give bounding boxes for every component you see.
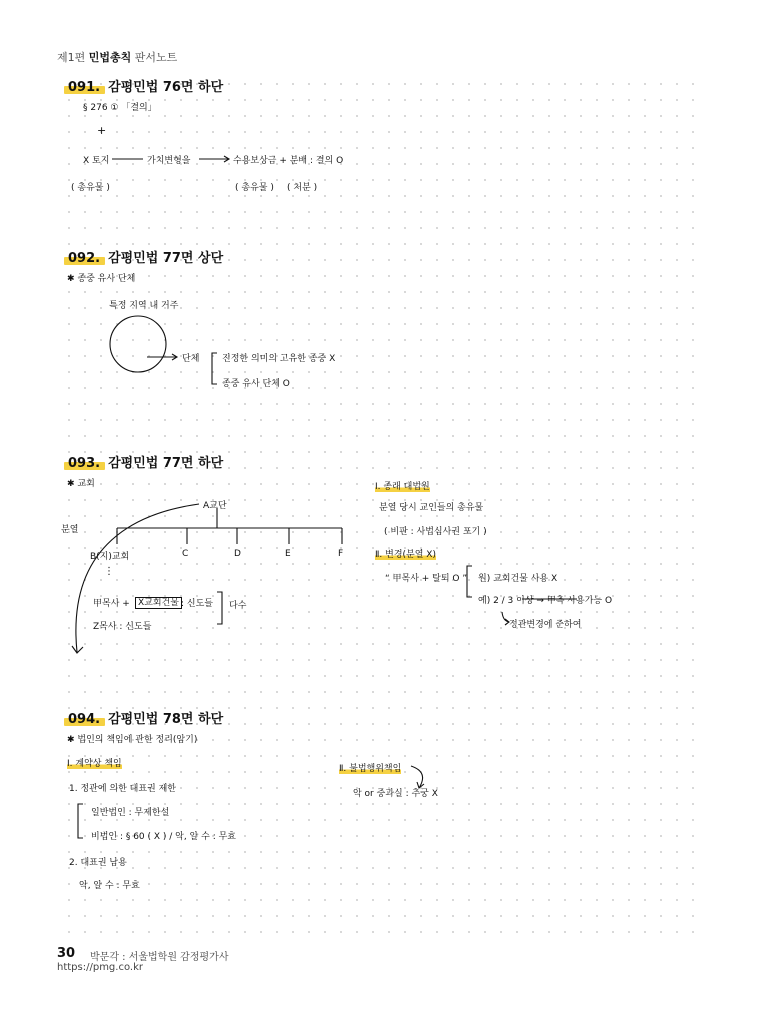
coownership-note-2: ( 총유물 ) — [235, 183, 274, 193]
section-091 — [57, 76, 707, 226]
non-corp: 비법인 : § 60 ( X ) / 악, 알 수 : 무효 — [91, 832, 236, 842]
header-part: 제1편 — [57, 51, 86, 64]
church-f: F — [338, 549, 344, 559]
section-title: 감평민법 77면 하단 — [108, 456, 224, 471]
x-land: X 토지 — [83, 156, 110, 166]
church-building-box: X교회건물 — [135, 597, 182, 609]
church-e: E — [285, 549, 291, 559]
rule-two-basis: 정관변경에 준하여 — [509, 620, 582, 630]
contract-liability: Ⅰ. 계약상 책임 — [67, 759, 122, 769]
section-number: 091. — [68, 80, 101, 95]
plus-sign: + — [97, 124, 107, 137]
disposal-note: ( 처분 ) — [287, 183, 318, 193]
church-d: D — [234, 549, 241, 559]
section-number: 093. — [68, 456, 101, 471]
section-topic: ✱ 법인의 책임에 관한 정리(암기) — [67, 735, 198, 745]
coownership-note: ( 총유물 ) — [71, 183, 110, 193]
section-093 — [57, 452, 707, 692]
section-number: 094. — [68, 712, 101, 727]
diagram-092 — [57, 247, 707, 417]
church-b: B(지)교회 — [90, 552, 130, 562]
general-corp: 일반법인 : 무제한설 — [91, 808, 170, 818]
church-c: C — [182, 549, 189, 559]
page-number: 30 — [57, 946, 76, 961]
header-kind: 판서노트 — [134, 51, 178, 64]
section-title: 감평민법 76면 하단 — [108, 80, 224, 95]
publisher-url: https://pmg.co.kr — [57, 962, 143, 973]
arrows-091 — [57, 76, 707, 226]
rule-two-principle: 원) 교회건물 사용 X — [478, 574, 558, 584]
section-092 — [57, 247, 707, 417]
branch-one: 진정한 의미의 고유한 종중 X — [222, 354, 336, 364]
abuse-result: 악, 알 수 : 무효 — [79, 881, 140, 891]
continuation-dots: ⋮ — [104, 566, 114, 577]
gap-member: 甲목사 + — [93, 599, 130, 609]
section-number: 092. — [68, 251, 101, 266]
section-094 — [57, 708, 707, 908]
running-header — [57, 49, 177, 65]
rule-one-detail: 분열 당시 교인들의 총유물 — [379, 503, 484, 513]
abuse-heading: 2. 대표권 남용 — [69, 858, 127, 868]
rule-two-exception: 예) 2 / 3 이상 → 甲측 사용가능 O — [478, 596, 613, 606]
publisher: 박문각 : 서울법학원 감정평가사 — [90, 952, 229, 963]
rule-two: Ⅱ. 변경(분열 X) — [375, 550, 436, 560]
tort-liability: Ⅱ. 불법행위책임 — [339, 764, 402, 774]
rule-two-quote: “ 甲목사 + 탈퇴 O ” — [385, 574, 468, 584]
note-page — [57, 70, 707, 945]
brackets-094 — [57, 708, 707, 908]
majority-label: 다수 — [229, 601, 247, 611]
split-label: 분열 — [61, 525, 79, 535]
section-topic: ✱ 종중 유사 단체 — [67, 274, 136, 284]
section-topic: ✱ 교회 — [67, 479, 95, 489]
result-text: 수용보상금 + 분배 : 결의 O — [233, 156, 344, 166]
rule-one-critique: ( 비판 : 사법심사권 포기 ) — [384, 527, 487, 537]
gap-believers: : 신도들 — [181, 599, 213, 609]
rule-one: Ⅰ. 종래 대법원 — [375, 482, 430, 492]
section-title: 감평민법 78면 하단 — [108, 712, 224, 727]
limitation-heading: 1. 정관에 의한 대표권 제한 — [69, 784, 176, 794]
value-increase: 가치변형을 — [147, 156, 191, 166]
section-title: 감평민법 77면 상단 — [108, 251, 224, 266]
tort-detail: 악 or 중과실 : 추궁 X — [353, 789, 438, 799]
eul-member: Z목사 : 신도들 — [93, 622, 152, 632]
branch-two: 종중 유사 단체 O — [222, 379, 290, 389]
denomination-a: A교단 — [203, 501, 227, 511]
statute-line: § 276 ① 「결의」 — [83, 103, 157, 113]
diagram-093 — [57, 452, 707, 692]
circle-label: 특정 지역 내 거주 — [109, 301, 179, 311]
group-label: 단체 — [182, 354, 200, 364]
header-subject: 민법총칙 — [88, 51, 132, 64]
